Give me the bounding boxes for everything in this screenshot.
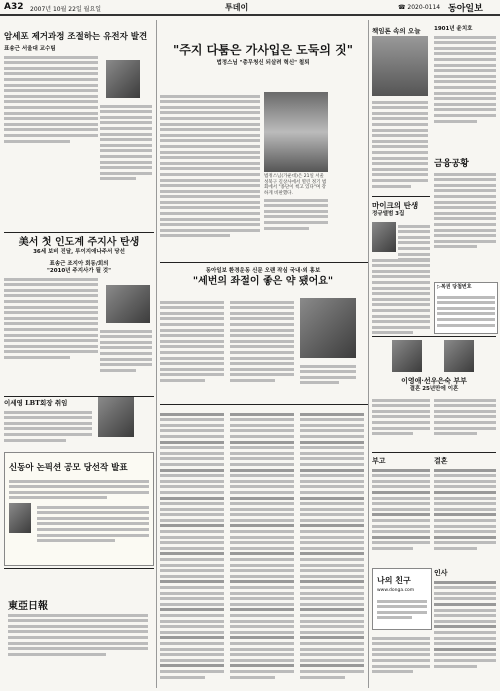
right-obit-column: [372, 456, 430, 553]
portrait-photo: [106, 60, 140, 98]
article-body: [4, 411, 92, 442]
center-mid-article: [160, 268, 366, 289]
winner-photo: [9, 503, 31, 533]
article-headline: "세번의 좌절이 좋은 약 됐어요": [192, 276, 334, 287]
notices-col-3: [300, 410, 364, 681]
right-mid-article: [372, 200, 430, 218]
nonfiction-contest-ad: [4, 452, 154, 566]
ad-logo: 東亞日報: [8, 601, 48, 612]
right-top-side: [434, 26, 496, 125]
article-body: [372, 634, 430, 676]
right-couple-article: [372, 376, 496, 393]
article-headline: 美서 첫 인도계 주지사 탄생: [18, 237, 140, 248]
notices-col-1: [160, 410, 224, 681]
article-body: [372, 98, 428, 190]
photo-caption: 법정스님(가운데)은 21일 서울 성북구 길상사에서 열린 정기 법회에서 "종단이 썩고 있다"며 강하게 비판했다.: [264, 174, 327, 196]
portrait-photo: [392, 340, 422, 372]
article-headline: 이세영 LBT회장 취임: [4, 399, 68, 407]
section-heading: 금융공황: [434, 159, 469, 169]
masthead: [0, 0, 500, 16]
article-subhead: 정규앨범 3집: [372, 211, 405, 217]
feature-title: 책임론 속의 오늘: [372, 27, 421, 35]
portrait-photo: [372, 222, 396, 252]
article-headline: 마이크의 탄생: [372, 201, 419, 210]
right-marriage-column: [434, 456, 496, 553]
portrait-photo: [98, 397, 134, 437]
article-headline: "주지 다툼은 가사입은 도둑의 짓": [173, 43, 353, 57]
newspaper-logo: 동아일보: [448, 4, 483, 14]
ad-title: 신동아 논픽션 공모 당선작 발표: [9, 463, 128, 473]
side-heading: 1901년 윤치호: [434, 26, 473, 32]
ad-url: www.donga.com: [377, 588, 415, 593]
right-personnel-column: [434, 568, 496, 670]
article-headline: 이영애·선우은숙 부부: [401, 376, 467, 385]
contact-phone: ☎ 2020-0114: [398, 4, 441, 11]
friend-ad: [372, 568, 432, 630]
page-number: A32: [4, 2, 24, 12]
historical-photo: [372, 36, 428, 96]
notices-col-2: [230, 410, 294, 681]
portrait-photo: [444, 340, 474, 372]
section-heading: 인사: [434, 568, 448, 577]
article-dateline: 표송근 조지아 회동/회의: [49, 261, 109, 267]
article-body: [4, 56, 98, 143]
article-byline: 표송근 서울대 교수팀: [4, 46, 56, 52]
left-top-sidebar: [100, 102, 152, 183]
article-kicker: 동아일보 환경운동 신문 오랜 작심 국내·외 홍보: [205, 268, 321, 274]
article-subhead: 36세 보비 진달, 루이지애나주서 당선: [33, 249, 125, 255]
article-body: [230, 298, 294, 385]
article-body: [434, 396, 496, 438]
left-mid-sidebar: [100, 327, 152, 374]
section-heading: 결혼: [434, 456, 448, 465]
center-top-article: [160, 42, 366, 67]
article-quote: "2010년 주지사가 될 것": [47, 268, 111, 274]
article-subhead: 결혼 25년만에 이혼: [409, 386, 459, 392]
article-headline: 암세포 제거과정 조절하는 유전자 발견: [4, 32, 148, 42]
article-body: [300, 362, 356, 387]
left-footer-ad: [4, 568, 154, 689]
section-heading: 부고: [372, 456, 386, 465]
monk-photo: [264, 92, 328, 172]
article-body: [4, 278, 98, 359]
issue-date: 2007년 10월 22일 월요일: [30, 6, 102, 13]
ad-title: 나의 친구: [377, 575, 411, 585]
section-title: 투데이: [225, 3, 249, 12]
article-subhead: 법정스님 "총무청신 되살려 혁신" 철퇴: [216, 60, 310, 66]
portrait-photo: [106, 285, 150, 323]
article-body: [372, 396, 430, 438]
lotto-title: ▷복권 당첨번호: [437, 284, 472, 290]
article-body: [372, 256, 430, 337]
article-body: [160, 298, 224, 385]
article-body: [434, 170, 496, 251]
article-body: [264, 196, 328, 232]
article-body: [160, 92, 260, 240]
lotto-box: [434, 282, 498, 334]
portrait-photo: [300, 298, 356, 358]
